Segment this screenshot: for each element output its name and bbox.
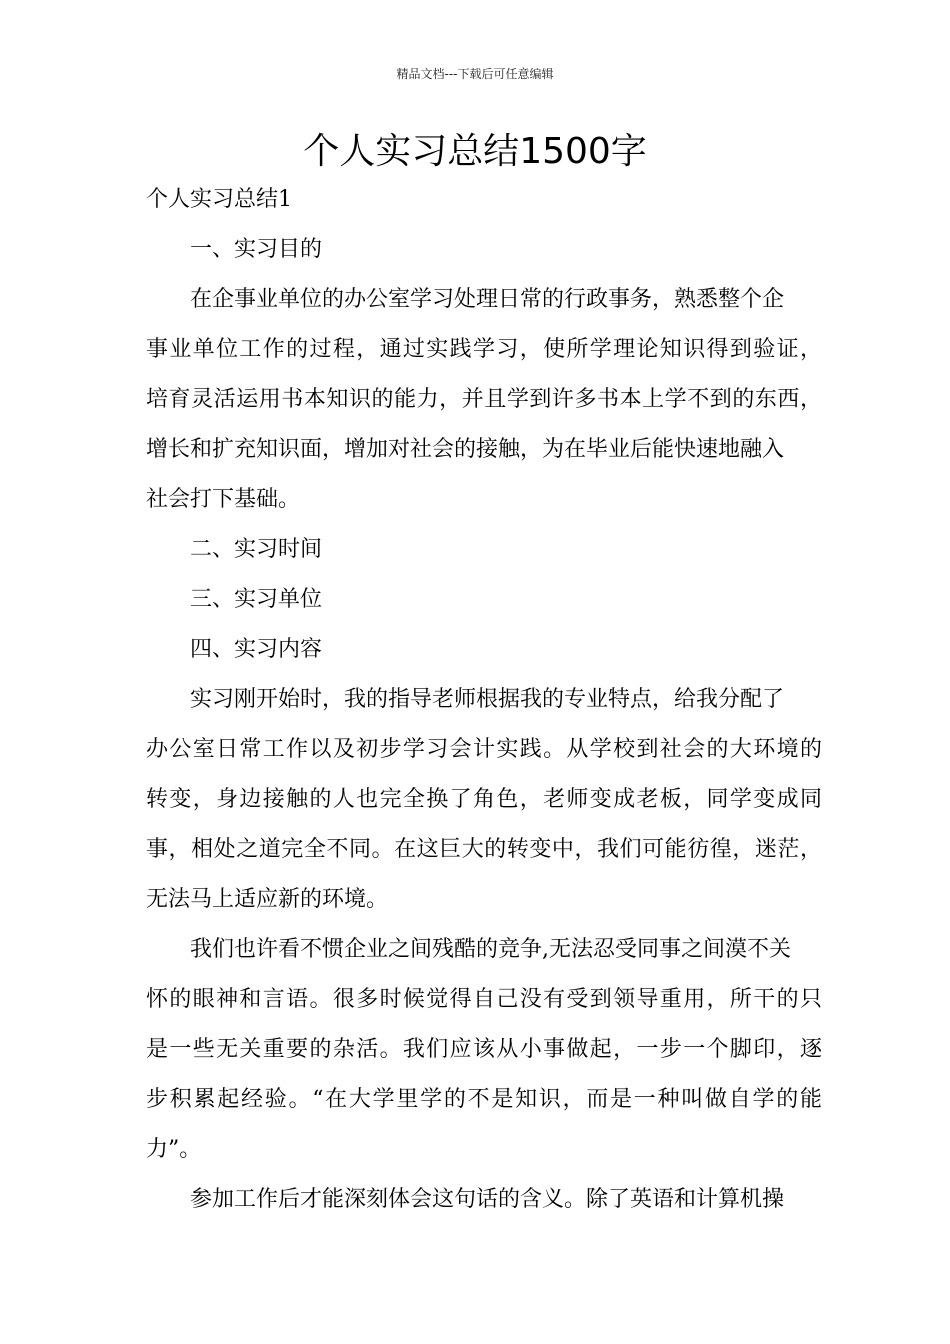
paragraph-line: 步积累起经验。“在大学里学的不是知识，而是一种叫做自学的能	[146, 1087, 822, 1112]
paragraph-line: 无法马上适应新的环境。	[146, 887, 389, 912]
page-title: 个人实习总结1500字	[303, 131, 647, 172]
section-heading-time: 二、实习时间	[190, 537, 323, 562]
paragraph-line: 办公室日常工作以及初步学习会计实践。从学校到社会的大环境的	[146, 737, 822, 762]
paragraph-line: 力”。	[146, 1137, 202, 1162]
paragraph-line: 在企事业单位的办公室学习处理日常的行政事务，熟悉整个企	[190, 287, 785, 312]
paragraph-line: 实习刚开始时，我的指导老师根据我的专业特点，给我分配了	[190, 687, 785, 712]
paragraph-line: 事业单位工作的过程，通过实践学习，使所学理论知识得到验证，	[146, 337, 822, 362]
paragraph-line: 转变，身边接触的人也完全换了角色，老师变成老板，同学变成同	[146, 787, 822, 812]
subtitle: 个人实习总结1	[146, 187, 292, 212]
paragraph-line: 培育灵活运用书本知识的能力，并且学到许多书本上学不到的东西，	[146, 387, 822, 412]
paragraph-line: 社会打下基础。	[146, 487, 301, 512]
section-heading-unit: 三、实习单位	[190, 587, 323, 612]
paragraph-line: 我们也许看不惯企业之间残酷的竞争,无法忍受同事之间漠不关	[190, 937, 791, 962]
paragraph-line: 增长和扩充知识面，增加对社会的接触，为在毕业后能快速地融入	[146, 437, 785, 462]
paragraph-line: 事，相处之道完全不同。在这巨大的转变中，我们可能彷徨，迷茫，	[146, 837, 822, 862]
section-heading-purpose: 一、实习目的	[190, 237, 323, 262]
header-note: 精品文档---下载后可任意编辑	[396, 67, 554, 81]
section-heading-content: 四、实习内容	[190, 637, 323, 662]
paragraph-line: 怀的眼神和言语。很多时候觉得自己没有受到领导重用，所干的只	[146, 987, 822, 1012]
paragraph-line: 是一些无关重要的杂活。我们应该从小事做起，一步一个脚印，逐	[146, 1037, 822, 1062]
document-body	[146, 175, 822, 1225]
paragraph-line: 参加工作后才能深刻体会这句话的含义。除了英语和计算机操	[190, 1187, 785, 1212]
